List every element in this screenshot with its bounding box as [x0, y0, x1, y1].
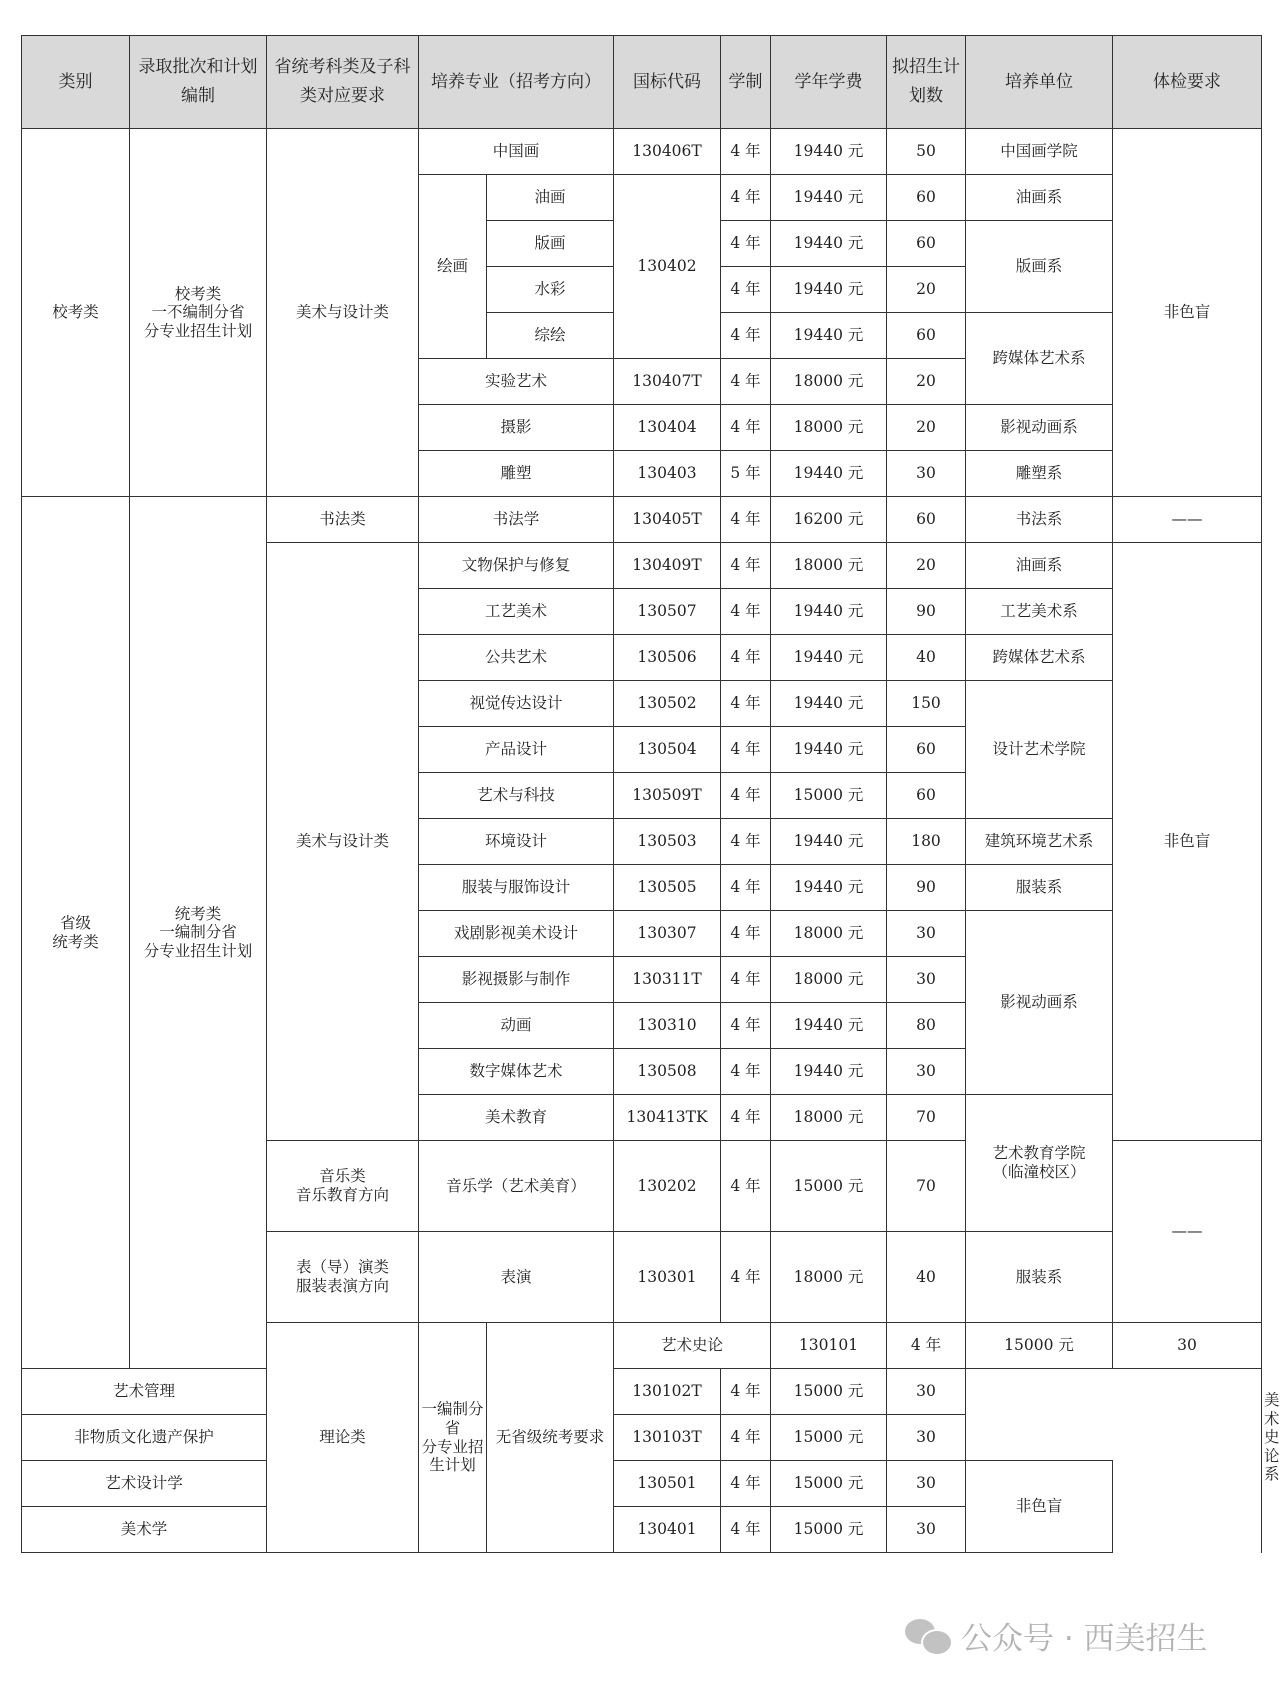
code-cell: 130413TK — [614, 1095, 721, 1141]
header-health: 体检要求 — [1113, 36, 1262, 129]
years-cell: 4 年 — [721, 865, 771, 911]
table-row — [22, 1461, 1262, 1507]
code-cell: 130301 — [614, 1232, 721, 1323]
fee-cell: 15000 元 — [966, 1323, 1113, 1369]
plan-cell: 30 — [887, 1507, 966, 1553]
unit-cell: 工艺美术系 — [966, 589, 1113, 635]
unit-cell: 影视动画系 — [966, 405, 1113, 451]
fee-cell: 16200 元 — [771, 497, 887, 543]
code-cell: 130307 — [614, 911, 721, 957]
code-cell: 130507 — [614, 589, 721, 635]
major-cell: 工艺美术 — [419, 589, 614, 635]
plan-cell: 30 — [1113, 1323, 1262, 1369]
header-category: 类别 — [22, 36, 130, 129]
plan-cell: 60 — [887, 773, 966, 819]
unit-cell: 雕塑系 — [966, 451, 1113, 497]
fee-cell: 19440 元 — [771, 589, 887, 635]
years-cell: 4 年 — [721, 175, 771, 221]
fee-cell: 19440 元 — [771, 313, 887, 359]
code-cell: 130503 — [614, 819, 721, 865]
subject-cell: 表（导）演类 服装表演方向 — [267, 1232, 419, 1323]
years-cell: 4 年 — [721, 1507, 771, 1553]
plan-cell: 50 — [887, 129, 966, 175]
fee-cell: 15000 元 — [771, 773, 887, 819]
major-cell: 油画 — [487, 175, 614, 221]
code-cell: 130502 — [614, 681, 721, 727]
years-cell: 4 年 — [721, 1003, 771, 1049]
years-cell: 4 年 — [721, 543, 771, 589]
years-cell: 4 年 — [721, 1369, 771, 1415]
major-cell: 服装与服饰设计 — [419, 865, 614, 911]
plan-cell: 20 — [887, 359, 966, 405]
fee-cell: 15000 元 — [771, 1415, 887, 1461]
code-cell: 130409T — [614, 543, 721, 589]
fee-cell: 19440 元 — [771, 451, 887, 497]
category-cell: 省级 统考类 — [22, 497, 130, 1369]
health-cell: 非色盲 — [1113, 543, 1262, 1141]
plan-cell: 30 — [887, 957, 966, 1003]
fee-cell: 19440 元 — [771, 865, 887, 911]
code-cell: 130103T — [614, 1415, 721, 1461]
batch-cell: 校考类 一不编制分省 分专业招生计划 — [130, 129, 267, 497]
fee-cell: 18000 元 — [771, 911, 887, 957]
plan-cell: 30 — [887, 1369, 966, 1415]
unit-cell: 书法系 — [966, 497, 1113, 543]
fee-cell: 15000 元 — [771, 1461, 887, 1507]
fee-cell: 18000 元 — [771, 405, 887, 451]
major-group-cell: 绘画 — [419, 175, 487, 359]
table-row — [22, 1415, 1262, 1461]
major-cell: 文物保护与修复 — [419, 543, 614, 589]
plan-cell: 30 — [887, 911, 966, 957]
years-cell: 4 年 — [721, 1461, 771, 1507]
years-cell: 4 年 — [721, 405, 771, 451]
fee-cell: 15000 元 — [771, 1369, 887, 1415]
plan-cell: 20 — [887, 267, 966, 313]
code-cell: 130102T — [614, 1369, 721, 1415]
years-cell: 4 年 — [721, 221, 771, 267]
fee-cell: 19440 元 — [771, 129, 887, 175]
unit-cell: 设计艺术学院 — [966, 681, 1113, 819]
years-cell: 4 年 — [721, 267, 771, 313]
plan-cell: 20 — [887, 543, 966, 589]
subject-cell: 无省级统考要求 — [487, 1323, 614, 1553]
batch-cell: 统考类 一编制分省 分专业招生计划 — [130, 497, 267, 1369]
years-cell: 4 年 — [721, 1049, 771, 1095]
code-cell: 130311T — [614, 957, 721, 1003]
code-cell: 130407T — [614, 359, 721, 405]
plan-cell: 60 — [887, 221, 966, 267]
unit-cell: 油画系 — [966, 543, 1113, 589]
major-cell: 动画 — [419, 1003, 614, 1049]
plan-cell: 30 — [887, 1049, 966, 1095]
subject-cell: 音乐类 音乐教育方向 — [267, 1141, 419, 1232]
code-cell: 130404 — [614, 405, 721, 451]
code-cell: 130202 — [614, 1141, 721, 1232]
major-cell: 中国画 — [419, 129, 614, 175]
unit-cell: 版画系 — [966, 221, 1113, 313]
major-cell: 音乐学（艺术美育） — [419, 1141, 614, 1232]
plan-cell: 30 — [887, 451, 966, 497]
years-cell: 4 年 — [721, 773, 771, 819]
plan-cell: 30 — [887, 1461, 966, 1507]
table-row — [22, 1369, 1262, 1415]
subject-cell: 书法类 — [267, 497, 419, 543]
header-code: 国标代码 — [614, 36, 721, 129]
header-years: 学制 — [721, 36, 771, 129]
fee-cell: 18000 元 — [771, 543, 887, 589]
header-fee: 学年学费 — [771, 36, 887, 129]
code-cell: 130405T — [614, 497, 721, 543]
table-row — [22, 497, 1262, 543]
unit-cell: 影视动画系 — [966, 911, 1113, 1095]
fee-cell: 19440 元 — [771, 1049, 887, 1095]
code-cell: 130101 — [771, 1323, 887, 1369]
plan-cell: 70 — [887, 1095, 966, 1141]
years-cell: 4 年 — [721, 313, 771, 359]
plan-cell: 30 — [887, 1415, 966, 1461]
years-cell: 4 年 — [721, 1415, 771, 1461]
major-cell: 实验艺术 — [419, 359, 614, 405]
plan-cell: 20 — [887, 405, 966, 451]
code-cell: 130406T — [614, 129, 721, 175]
years-cell: 5 年 — [721, 451, 771, 497]
major-cell: 产品设计 — [419, 727, 614, 773]
subject-cell: 美术与设计类 — [267, 129, 419, 497]
major-cell: 视觉传达设计 — [419, 681, 614, 727]
major-cell: 艺术管理 — [22, 1369, 267, 1415]
fee-cell: 19440 元 — [771, 819, 887, 865]
years-cell: 4 年 — [721, 635, 771, 681]
fee-cell: 19440 元 — [771, 1003, 887, 1049]
major-cell: 非物质文化遗产保护 — [22, 1415, 267, 1461]
code-cell: 130402 — [614, 175, 721, 359]
major-cell: 书法学 — [419, 497, 614, 543]
health-cell: 非色盲 — [966, 1461, 1113, 1553]
plan-cell: 60 — [887, 313, 966, 359]
major-cell: 艺术史论 — [614, 1323, 771, 1369]
major-cell: 美术教育 — [419, 1095, 614, 1141]
subject-cell: 美术与设计类 — [267, 543, 419, 1141]
fee-cell: 19440 元 — [771, 267, 887, 313]
unit-cell: 中国画学院 — [966, 129, 1113, 175]
major-cell: 综绘 — [487, 313, 614, 359]
major-cell: 环境设计 — [419, 819, 614, 865]
major-cell: 雕塑 — [419, 451, 614, 497]
unit-cell: 服装系 — [966, 865, 1113, 911]
unit-cell: 服装系 — [966, 1232, 1113, 1323]
category-cell: 校考类 — [22, 129, 130, 497]
header-plan: 拟招生计划数 — [887, 36, 966, 129]
major-cell: 水彩 — [487, 267, 614, 313]
major-cell: 版画 — [487, 221, 614, 267]
code-cell: 130509T — [614, 773, 721, 819]
health-cell: 非色盲 — [1113, 129, 1262, 497]
batch-cell: 一编制分省 分专业招生计划 — [419, 1323, 487, 1553]
years-cell: 4 年 — [721, 957, 771, 1003]
watermark — [905, 1610, 1208, 1660]
fee-cell: 19440 元 — [771, 727, 887, 773]
fee-cell: 19440 元 — [771, 221, 887, 267]
unit-cell: 跨媒体艺术系 — [966, 313, 1113, 405]
plan-cell: 150 — [887, 681, 966, 727]
fee-cell: 19440 元 — [771, 635, 887, 681]
plan-cell: 60 — [887, 497, 966, 543]
plan-cell: 80 — [887, 1003, 966, 1049]
fee-cell: 18000 元 — [771, 359, 887, 405]
header-row — [22, 36, 1262, 129]
years-cell: 4 年 — [721, 727, 771, 773]
fee-cell: 18000 元 — [771, 1232, 887, 1323]
code-cell: 130401 — [614, 1507, 721, 1553]
fee-cell: 18000 元 — [771, 1095, 887, 1141]
major-cell: 数字媒体艺术 — [419, 1049, 614, 1095]
plan-cell: 70 — [887, 1141, 966, 1232]
fee-cell: 19440 元 — [771, 175, 887, 221]
code-cell: 130310 — [614, 1003, 721, 1049]
health-cell: —— — [1113, 1141, 1262, 1323]
unit-cell: 建筑环境艺术系 — [966, 819, 1113, 865]
fee-cell: 18000 元 — [771, 957, 887, 1003]
plan-cell: 60 — [887, 175, 966, 221]
header-batch: 录取批次和计划编制 — [130, 36, 267, 129]
fee-cell: 19440 元 — [771, 681, 887, 727]
header-subject: 省统考科类及子科类对应要求 — [267, 36, 419, 129]
major-cell: 艺术与科技 — [419, 773, 614, 819]
years-cell: 4 年 — [721, 1141, 771, 1232]
major-cell: 表演 — [419, 1232, 614, 1323]
plan-cell: 40 — [887, 1232, 966, 1323]
years-cell: 4 年 — [721, 129, 771, 175]
table-row: 理论类 一编制分省 分专业招生计划 无省级统考要求 艺术史论 130101 4 年 15000 元 30 美术史论系 — [22, 1323, 1262, 1369]
years-cell: 4 年 — [721, 497, 771, 543]
years-cell: 4 年 — [721, 819, 771, 865]
header-major: 培养专业（招考方向） — [419, 36, 614, 129]
major-cell: 影视摄影与制作 — [419, 957, 614, 1003]
code-cell: 130506 — [614, 635, 721, 681]
years-cell: 4 年 — [721, 1232, 771, 1323]
code-cell: 130403 — [614, 451, 721, 497]
header-unit: 培养单位 — [966, 36, 1113, 129]
years-cell: 4 年 — [721, 911, 771, 957]
unit-cell: 艺术教育学院 （临潼校区） — [966, 1095, 1113, 1232]
years-cell: 4 年 — [721, 589, 771, 635]
code-cell: 130508 — [614, 1049, 721, 1095]
major-cell: 美术学 — [22, 1507, 267, 1553]
plan-cell: 40 — [887, 635, 966, 681]
years-cell: 4 年 — [721, 359, 771, 405]
plan-cell: 90 — [887, 589, 966, 635]
code-cell: 130501 — [614, 1461, 721, 1507]
plan-cell: 60 — [887, 727, 966, 773]
unit-cell: 跨媒体艺术系 — [966, 635, 1113, 681]
wechat-icon — [905, 1615, 951, 1655]
fee-cell: 15000 元 — [771, 1507, 887, 1553]
code-cell: 130504 — [614, 727, 721, 773]
major-cell: 摄影 — [419, 405, 614, 451]
admissions-table — [21, 35, 1280, 1553]
unit-cell: 油画系 — [966, 175, 1113, 221]
years-cell: 4 年 — [887, 1323, 966, 1369]
health-cell: —— — [1113, 497, 1262, 543]
major-cell: 戏剧影视美术设计 — [419, 911, 614, 957]
table-row — [22, 129, 1262, 175]
years-cell: 4 年 — [721, 1095, 771, 1141]
watermark-text: 公众号 · 西美招生 — [961, 1620, 1208, 1657]
major-cell: 公共艺术 — [419, 635, 614, 681]
plan-cell: 90 — [887, 865, 966, 911]
code-cell: 130505 — [614, 865, 721, 911]
major-cell: 艺术设计学 — [22, 1461, 267, 1507]
years-cell: 4 年 — [721, 681, 771, 727]
category-cell: 理论类 — [267, 1323, 419, 1553]
fee-cell: 15000 元 — [771, 1141, 887, 1232]
plan-cell: 180 — [887, 819, 966, 865]
